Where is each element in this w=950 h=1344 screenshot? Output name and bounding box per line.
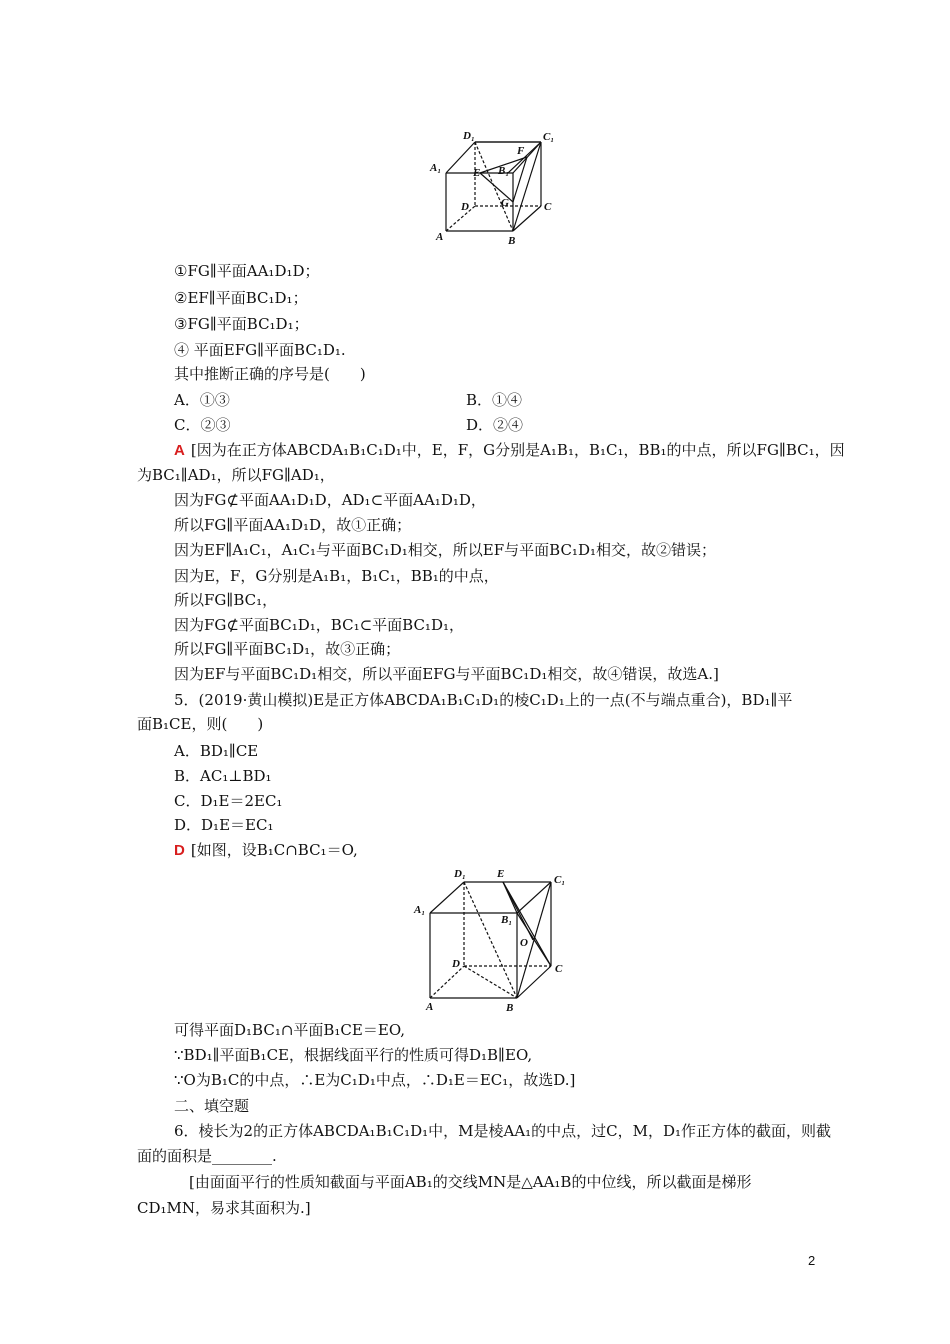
label-F: F (517, 145, 525, 157)
label-A: A (436, 231, 444, 243)
q5-solution-line-1: D [如图，设B₁C∩BC₁＝O, (174, 841, 358, 859)
q4-option-1: ①FG∥平面AA₁D₁D； (174, 262, 320, 280)
label-D1: D₁ (463, 130, 475, 142)
q5-solution-line-4: ∵O为B₁C的中点，∴E为C₁D₁中点，∴D₁E＝EC₁，故选D.] (174, 1071, 576, 1089)
page-number: 2 (808, 1253, 816, 1268)
label-G: G (501, 197, 509, 209)
q4-option-4: ④ 平面EFG∥平面BC₁D₁. (174, 341, 346, 359)
label-B: B (508, 235, 516, 247)
label-A: A (426, 1001, 434, 1013)
q4-solution-line-8: 因为FG⊄平面BC₁D₁，BC₁⊂平面BC₁D₁， (174, 616, 464, 634)
q4-choice-a: A．①③ (174, 391, 230, 409)
cube-figure-2 (412, 863, 582, 1015)
label-D: D (461, 201, 469, 213)
q5-stem-line-1: 5．(2019·黄山模拟)E是正方体ABCDA₁B₁C₁D₁的棱C₁D₁上的一点(不与端点重合)，BD₁∥平 (174, 691, 793, 709)
q5-choice-c: C．D₁E＝2EC₁ (174, 792, 283, 810)
q6-solution-line-2: CD₁MN，易求其面积为.] (137, 1199, 311, 1217)
q6-stem-line-1: 6．棱长为2的正方体ABCDA₁B₁C₁D₁中，M是棱AA₁的中点，过C，M，D₁作正方体的截面，则截 (174, 1122, 832, 1140)
label-C: C (544, 201, 552, 213)
label-B1: B₁ (498, 165, 510, 177)
q6-solution-line-1: [由面面平行的性质知截面与平面AB₁的交线MN是△AA₁B的中位线，所以截面是梯形 (189, 1173, 752, 1191)
q5-choice-a: A．BD₁∥CE (174, 742, 259, 760)
q5-solution-line-3: ∵BD₁∥平面B₁CE，根据线面平行的性质可得D₁B∥EO, (174, 1046, 533, 1064)
q4-question: 其中推断正确的序号是( ) (174, 365, 366, 383)
q6-stem-line-2: 面的面积是________. (137, 1147, 277, 1165)
q4-option-3: ③FG∥平面BC₁D₁； (174, 315, 309, 333)
label-C: C (555, 963, 563, 975)
q5-choice-b: B．AC₁⊥BD₁ (174, 767, 272, 785)
q4-solution-line-1: A [因为在正方体ABCDA₁B₁C₁D₁中，E，F，G分别是A₁B₁，B₁C₁，BB₁的中点，所以FG∥BC₁，因 (174, 441, 845, 459)
q4-solution-line-7: 所以FG∥BC₁， (174, 591, 278, 609)
section-heading: 二、填空题 (174, 1097, 250, 1115)
label-A1: A₁ (430, 162, 442, 174)
q4-solution-line-4: 所以FG∥平面AA₁D₁D，故①正确； (174, 516, 412, 534)
label-A1: A₁ (414, 904, 426, 916)
q4-choice-c: C．②③ (174, 416, 231, 434)
label-D1: D₁ (454, 868, 466, 880)
q4-answer-letter: A (174, 442, 185, 459)
q4-solution-line-10: 因为EF与平面BC₁D₁相交，所以平面EFG与平面BC₁D₁相交，故④错误，故选A.] (174, 665, 719, 683)
q4-option-2: ②EF∥平面BC₁D₁； (174, 289, 308, 307)
q4-solution-line-9: 所以FG∥平面BC₁D₁，故③正确； (174, 640, 401, 658)
label-E: E (473, 167, 481, 179)
q4-solution-line-5: 因为EF∥A₁C₁，A₁C₁与平面BC₁D₁相交，所以EF与平面BC₁D₁相交，故②错误； (174, 541, 716, 559)
q4-solution-line-6: 因为E，F，G分别是A₁B₁，B₁C₁，BB₁的中点， (174, 567, 499, 585)
label-D: D (452, 958, 460, 970)
q5-stem-line-2: 面B₁CE，则( ) (137, 715, 264, 733)
q5-choice-d: D．D₁E＝EC₁ (174, 816, 274, 834)
label-O: O (520, 937, 528, 949)
q5-solution-line-2: 可得平面D₁BC₁∩平面B₁CE＝EO, (174, 1021, 405, 1039)
q4-solution-line-3: 因为FG⊄平面AA₁D₁D，AD₁⊂平面AA₁D₁D， (174, 491, 486, 509)
q4-choice-d: D．②④ (466, 416, 524, 434)
cube-figure-1 (428, 128, 568, 248)
label-B: B (506, 1002, 514, 1014)
label-E: E (497, 868, 505, 880)
label-B1: B₁ (501, 914, 513, 926)
q4-solution-line-2: 为BC₁∥AD₁，所以FG∥AD₁， (137, 466, 335, 484)
label-C1: C₁ (543, 131, 555, 143)
q5-answer-letter: D (174, 842, 185, 859)
q4-choice-b: B．①④ (466, 391, 523, 409)
label-C1: C₁ (554, 874, 566, 886)
